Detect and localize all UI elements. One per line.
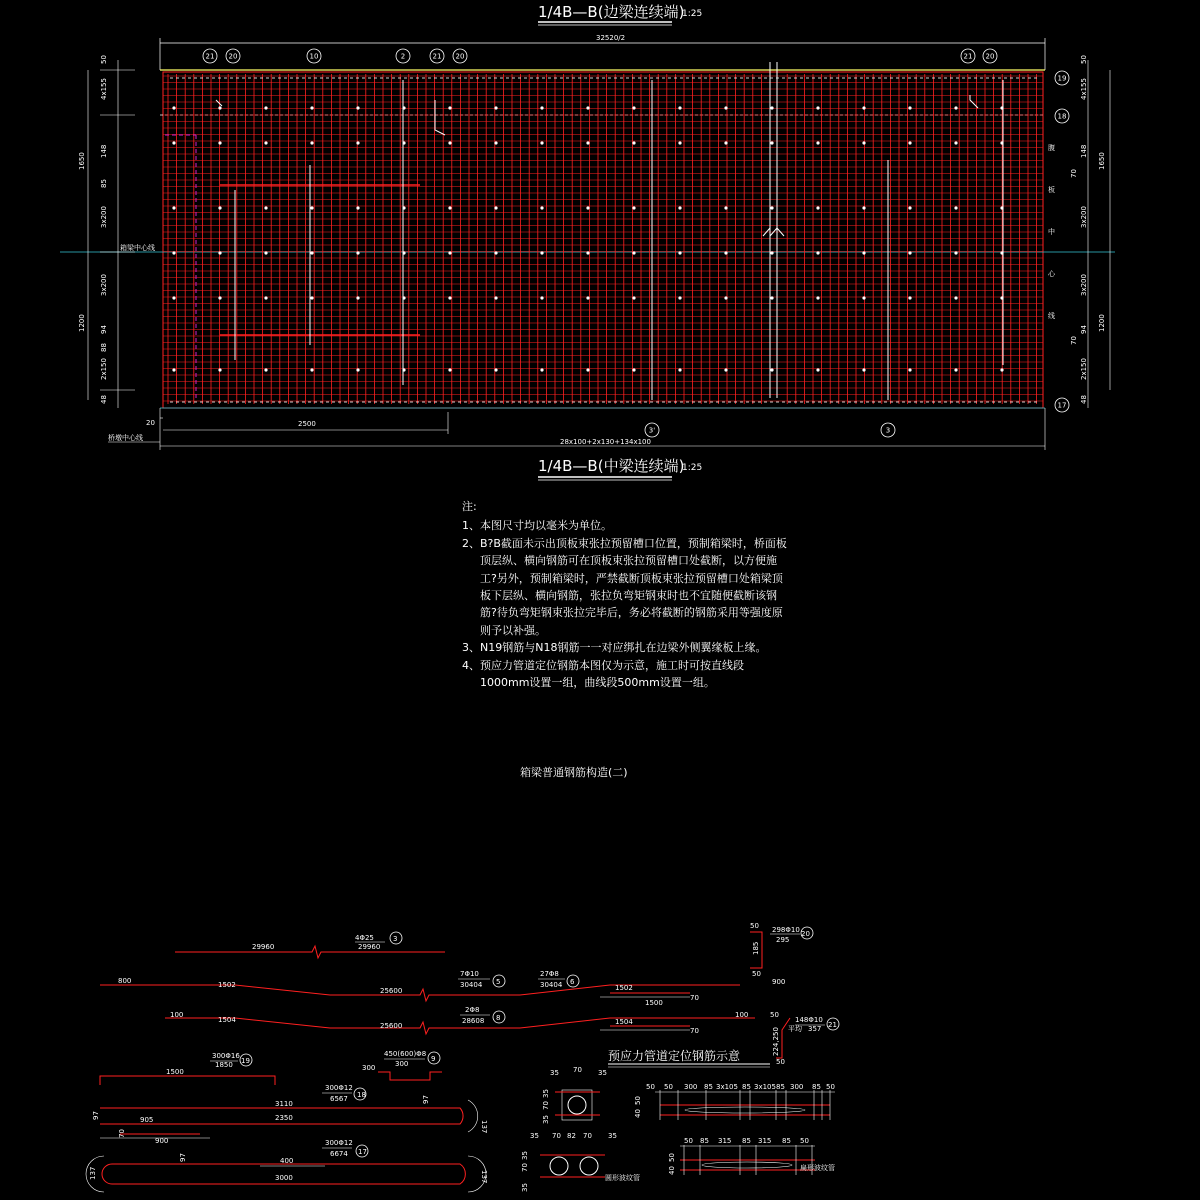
svg-text:3: 3: [885, 426, 891, 435]
svg-text:905: 905: [140, 1116, 154, 1124]
svg-text:70: 70: [521, 1163, 529, 1172]
svg-text:3x200: 3x200: [100, 206, 108, 228]
bridge-centerline-label: 桥墩中心线: [108, 434, 143, 442]
svg-text:35: 35: [521, 1183, 529, 1192]
svg-text:450(600)Φ8: 450(600)Φ8: [384, 1050, 427, 1058]
callout-marker: [881, 423, 895, 437]
svg-text:17: 17: [358, 1148, 367, 1156]
svg-text:800: 800: [118, 977, 132, 985]
svg-text:70: 70: [542, 1101, 550, 1110]
svg-text:97: 97: [92, 1111, 100, 1120]
svg-text:20: 20: [801, 930, 810, 938]
callout-marker: [203, 49, 217, 63]
svg-text:10: 10: [309, 52, 319, 61]
bottom-title-block: [538, 457, 702, 480]
svg-text:315: 315: [758, 1137, 772, 1145]
svg-text:40: 40: [634, 1109, 642, 1118]
svg-text:4Φ25: 4Φ25: [355, 934, 374, 942]
svg-text:8: 8: [496, 1014, 501, 1022]
right-dimensions: [1048, 55, 1110, 408]
flat-pipe-label: 扁形波纹管: [800, 1164, 835, 1172]
svg-text:2500: 2500: [298, 420, 316, 428]
callout-marker: [430, 49, 444, 63]
svg-text:3x200: 3x200: [100, 274, 108, 296]
svg-text:29960: 29960: [252, 943, 275, 951]
svg-text:300: 300: [790, 1083, 804, 1091]
svg-text:1504: 1504: [218, 1016, 236, 1024]
svg-text:50: 50: [752, 970, 761, 978]
svg-text:1500: 1500: [645, 999, 663, 1007]
svg-text:心: 心: [1048, 270, 1055, 278]
top-total-label: 32520/2: [596, 34, 626, 42]
svg-text:185: 185: [752, 941, 760, 955]
svg-text:20: 20: [455, 52, 465, 61]
bottom-title: 1/4B—B(中梁连续端): [538, 457, 685, 475]
svg-text:900: 900: [155, 1137, 169, 1145]
top-callouts: [203, 49, 997, 63]
rebar-grid: [163, 74, 1043, 404]
svg-text:2x150: 2x150: [1080, 358, 1088, 380]
svg-text:357: 357: [808, 1025, 822, 1033]
svg-text:3': 3': [648, 426, 656, 435]
svg-text:85: 85: [742, 1137, 751, 1145]
top-title: 1/4B—B(边梁连续端): [538, 3, 685, 21]
svg-text:21: 21: [828, 1021, 837, 1029]
svg-text:50: 50: [1080, 55, 1088, 64]
break-symbol: [763, 62, 784, 398]
magenta-section-line: [165, 135, 196, 398]
svg-text:3x200: 3x200: [1080, 274, 1088, 296]
drawing-subtitle: 箱梁普通钢筋构造(二): [520, 766, 628, 779]
svg-text:3x105: 3x105: [716, 1083, 738, 1091]
svg-text:40: 40: [668, 1166, 676, 1175]
svg-text:3110: 3110: [275, 1100, 293, 1108]
top-total-dimension: [160, 34, 1045, 70]
svg-text:35: 35: [542, 1115, 550, 1124]
svg-text:48: 48: [1080, 395, 1088, 404]
svg-text:6: 6: [570, 978, 575, 986]
svg-text:300: 300: [395, 1060, 409, 1068]
svg-text:50: 50: [634, 1096, 642, 1105]
svg-text:4x155: 4x155: [100, 78, 108, 100]
svg-text:3x105: 3x105: [754, 1083, 776, 1091]
svg-text:35: 35: [542, 1089, 550, 1098]
svg-text:35: 35: [608, 1132, 617, 1140]
svg-text:30404: 30404: [540, 981, 563, 989]
svg-text:3: 3: [393, 935, 398, 943]
svg-text:1650: 1650: [1098, 152, 1106, 170]
callout-marker: [983, 49, 997, 63]
svg-text:中: 中: [1048, 228, 1055, 236]
svg-text:平均: 平均: [788, 1025, 802, 1033]
svg-text:1200: 1200: [78, 314, 86, 332]
svg-text:48: 48: [100, 395, 108, 404]
svg-text:50: 50: [664, 1083, 673, 1091]
svg-text:50: 50: [750, 922, 759, 930]
svg-text:1200: 1200: [1098, 314, 1106, 332]
svg-text:70: 70: [573, 1066, 582, 1074]
svg-text:50: 50: [684, 1137, 693, 1145]
svg-text:70: 70: [1070, 169, 1078, 178]
svg-text:70: 70: [583, 1132, 592, 1140]
svg-text:21: 21: [963, 52, 973, 61]
svg-text:50: 50: [826, 1083, 835, 1091]
svg-text:70: 70: [118, 1129, 126, 1138]
svg-text:900: 900: [772, 978, 786, 986]
svg-text:70: 70: [690, 1027, 699, 1035]
section-panel: [60, 62, 1115, 408]
svg-text:300Φ12: 300Φ12: [325, 1139, 353, 1147]
svg-text:腹: 腹: [1048, 144, 1055, 152]
svg-text:6567: 6567: [330, 1095, 348, 1103]
svg-text:100: 100: [170, 1011, 184, 1019]
svg-text:2Φ8: 2Φ8: [465, 1006, 480, 1014]
svg-text:50: 50: [770, 1011, 779, 1019]
svg-text:2350: 2350: [275, 1114, 293, 1122]
note-item: 4、预应力管道定位钢筋本图仅为示意，施工时可按直线段1000mm设置一组，曲线段500mm设置一组。: [462, 658, 744, 690]
svg-text:85: 85: [812, 1083, 821, 1091]
callout-marker: [453, 49, 467, 63]
svg-text:70: 70: [690, 994, 699, 1002]
svg-text:300Φ16: 300Φ16: [212, 1052, 240, 1060]
svg-text:85: 85: [704, 1083, 713, 1091]
note-item: 2、B?B截面未示出顶板束张拉预留槽口位置，预制箱梁时，桥面板顶层纵、横向钢筋可在顶板束张拉预留槽口处截断，以方便施工?另外，预制箱梁时，严禁截断顶板束张拉预留槽口处箱梁顶板下层纵、横向钢筋，张拉负弯矩钢束时也不宜随便截断该钢筋?待负弯矩钢束张拉完毕后，务必将截断的钢筋采用等强度原则予以补强。: [462, 536, 787, 637]
svg-text:85: 85: [782, 1137, 791, 1145]
note-item: 1、本图尺寸均以毫米为单位。: [462, 519, 612, 533]
svg-text:28608: 28608: [462, 1017, 485, 1025]
svg-text:400: 400: [280, 1157, 294, 1165]
svg-text:1500: 1500: [166, 1068, 184, 1076]
svg-text:85: 85: [742, 1083, 751, 1091]
svg-text:85: 85: [100, 179, 108, 188]
svg-text:35: 35: [550, 1069, 559, 1077]
svg-text:148Φ10: 148Φ10: [795, 1016, 823, 1024]
callout-marker: [226, 49, 240, 63]
svg-text:35: 35: [521, 1151, 529, 1160]
svg-text:28x100+2x130+134x100: 28x100+2x130+134x100: [560, 438, 651, 446]
bottom-scale: 1:25: [682, 463, 703, 473]
svg-text:50: 50: [646, 1083, 655, 1091]
box-centerline-label: 箱梁中心线: [120, 244, 155, 252]
callout-marker: [396, 49, 410, 63]
svg-text:50: 50: [100, 55, 108, 64]
tendon-title: 预应力管道定位钢筋示意: [608, 1049, 741, 1063]
svg-text:27Φ8: 27Φ8: [540, 970, 559, 978]
svg-text:20: 20: [146, 419, 155, 427]
svg-text:315: 315: [718, 1137, 732, 1145]
svg-text:137: 137: [480, 1120, 488, 1134]
round-pipe-label: 圆形波纹管: [605, 1174, 640, 1182]
svg-text:148: 148: [1080, 144, 1088, 158]
row2-labels: [684, 1137, 809, 1145]
svg-text:2x150: 2x150: [100, 358, 108, 380]
svg-text:29960: 29960: [358, 943, 381, 951]
svg-text:148: 148: [100, 144, 108, 158]
svg-text:4x155: 4x155: [1080, 78, 1088, 100]
svg-text:1502: 1502: [615, 984, 633, 992]
svg-text:97: 97: [179, 1153, 187, 1162]
svg-text:21: 21: [432, 52, 442, 61]
svg-text:224,250: 224,250: [772, 1027, 780, 1056]
svg-text:298Φ10: 298Φ10: [772, 926, 800, 934]
tendon-detail: [521, 1048, 835, 1192]
svg-text:35: 35: [598, 1069, 607, 1077]
svg-text:19: 19: [1057, 74, 1067, 83]
top-title-block: [538, 3, 702, 25]
svg-text:94: 94: [100, 325, 108, 334]
svg-text:82: 82: [567, 1132, 576, 1140]
svg-text:6674: 6674: [330, 1150, 348, 1158]
svg-text:17: 17: [1057, 401, 1067, 410]
row1-labels: [646, 1083, 835, 1091]
svg-text:20: 20: [985, 52, 995, 61]
svg-text:300Φ12: 300Φ12: [325, 1084, 353, 1092]
svg-text:295: 295: [776, 936, 790, 944]
svg-text:300: 300: [362, 1064, 376, 1072]
svg-text:70: 70: [1070, 336, 1078, 345]
svg-text:137: 137: [89, 1166, 97, 1180]
callout-marker: [961, 49, 975, 63]
svg-text:97: 97: [422, 1095, 430, 1104]
svg-text:5: 5: [496, 978, 501, 986]
svg-text:18: 18: [1057, 112, 1067, 121]
svg-text:1650: 1650: [78, 152, 86, 170]
svg-text:70: 70: [552, 1132, 561, 1140]
svg-text:50: 50: [800, 1137, 809, 1145]
svg-text:21: 21: [205, 52, 215, 61]
notes-block: [462, 498, 792, 691]
svg-text:18: 18: [357, 1091, 366, 1099]
callout-marker: [1055, 398, 1069, 412]
svg-text:25600: 25600: [380, 1022, 403, 1030]
left-dimensions: [78, 55, 155, 408]
svg-text:35: 35: [530, 1132, 539, 1140]
svg-text:19: 19: [241, 1057, 250, 1065]
svg-text:94: 94: [1080, 325, 1088, 334]
svg-text:7Φ10: 7Φ10: [460, 970, 479, 978]
svg-text:3x200: 3x200: [1080, 206, 1088, 228]
callout-marker: [1055, 71, 1069, 85]
svg-text:30404: 30404: [460, 981, 483, 989]
notes-heading: 注:: [462, 500, 477, 513]
note-item: 3、N19钢筋与N18钢筋一一对应绑扎在边梁外侧翼缘板上缘。: [462, 641, 767, 655]
svg-text:1850: 1850: [215, 1061, 233, 1069]
svg-text:50: 50: [776, 1058, 785, 1066]
svg-text:137: 137: [480, 1170, 488, 1184]
svg-text:25600: 25600: [380, 987, 403, 995]
svg-text:1502: 1502: [218, 981, 236, 989]
svg-text:线: 线: [1048, 312, 1055, 320]
right-callouts: [1055, 71, 1069, 412]
svg-text:50: 50: [668, 1153, 676, 1162]
callout-marker: [1055, 109, 1069, 123]
bottom-dimensions: [108, 408, 1045, 450]
svg-text:3000: 3000: [275, 1174, 293, 1182]
svg-text:85: 85: [700, 1137, 709, 1145]
svg-text:88: 88: [100, 343, 108, 352]
svg-text:85: 85: [776, 1083, 785, 1091]
svg-text:300: 300: [684, 1083, 698, 1091]
bottom-callouts: [645, 423, 895, 437]
svg-text:1504: 1504: [615, 1018, 633, 1026]
svg-text:9: 9: [431, 1055, 436, 1063]
svg-text:100: 100: [735, 1011, 749, 1019]
svg-text:2: 2: [400, 52, 406, 61]
top-scale: 1:25: [682, 9, 703, 19]
svg-text:板: 板: [1048, 186, 1055, 194]
callout-marker: [307, 49, 321, 63]
callout-marker: [645, 423, 659, 437]
svg-text:20: 20: [228, 52, 238, 61]
